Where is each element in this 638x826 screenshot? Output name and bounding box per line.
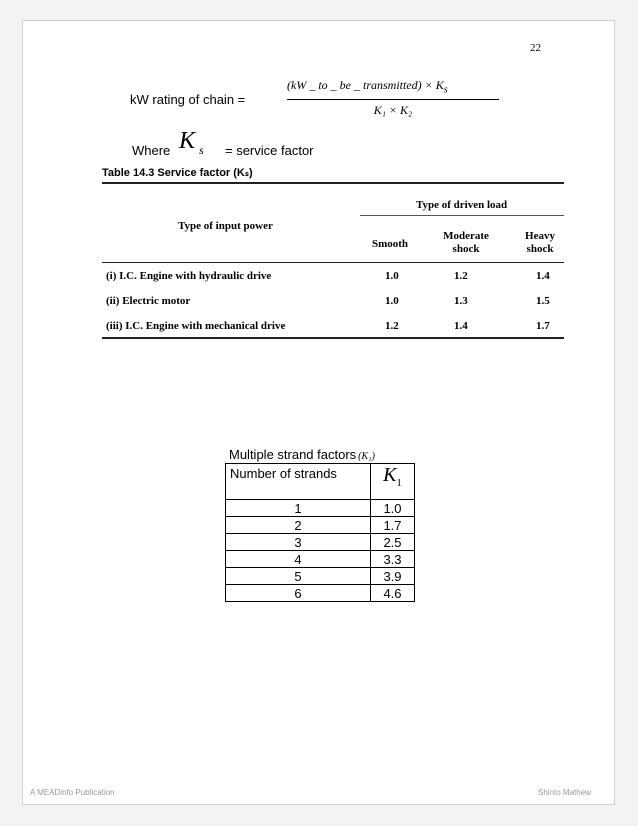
table-row: 2 1.7 (226, 517, 415, 534)
table-top-rule (102, 182, 564, 184)
row-header: Type of input power (178, 220, 273, 232)
strand-factor-table (225, 463, 415, 602)
header-number-of-strands: Number of strands (226, 464, 371, 500)
service-factor-symbol: K $_s$ (179, 128, 204, 157)
document-page (22, 20, 615, 805)
col-header-moderate: Moderate shock (443, 230, 489, 255)
formula-numerator-subscript: s (443, 84, 448, 96)
group-header: Type of driven load (416, 199, 508, 211)
cell-1-3: 1.4 (536, 270, 550, 282)
cell-1-1: 1.0 (385, 270, 399, 282)
fraction-bar (287, 99, 499, 100)
service-factor-subscript: s (199, 142, 204, 157)
table-row: 5 3.9 (226, 568, 415, 585)
table-bottom-rule (102, 337, 564, 339)
table-header-row (226, 464, 415, 500)
service-factor-description: = service factor (225, 143, 314, 158)
cell-2-1: 1.0 (385, 295, 399, 307)
formula-denominator: K₁ × K₂ (373, 103, 413, 118)
cell-2-3: 1.5 (536, 295, 550, 307)
cell-3-3: 1.7 (536, 320, 550, 332)
service-factor-table-image (98, 163, 570, 341)
formula-fraction (287, 78, 499, 118)
table-row: 1 1.0 (226, 500, 415, 517)
row-label-2: (ii) Electric motor (106, 295, 191, 307)
cell-3-1: 1.2 (385, 320, 399, 332)
table-row: 6 4.6 (226, 585, 415, 602)
where-label: Where (132, 143, 171, 158)
strand-caption-symbol: (K₁) (358, 451, 375, 462)
cell-3-2: 1.4 (454, 320, 468, 332)
header-k1: $K_1$ (371, 464, 415, 500)
row-label-3: (iii) I.C. Engine with mechanical drive (106, 320, 286, 332)
service-table-caption: Table 14.3 Service factor (Kₛ) (102, 167, 253, 179)
formula-label: kW rating of chain = (130, 92, 246, 107)
page-number: 22 (530, 42, 541, 54)
row-label-1: (i) I.C. Engine with hydraulic drive (106, 270, 272, 282)
footer-publisher: A MEADinfo Publication (30, 788, 115, 797)
formula-numerator: (kW _ to _ be _ transmitted) × $K_s$ (287, 78, 448, 96)
table-row: 3 2.5 (226, 534, 415, 551)
col-header-heavy: Heavy shock (525, 230, 555, 255)
footer-author: Shinto Mathew (538, 788, 591, 797)
table-row: 4 3.3 (226, 551, 415, 568)
cell-1-2: 1.2 (454, 270, 468, 282)
col-header-smooth: Smooth (371, 238, 409, 250)
strand-table-caption: Multiple strand factors (K₁) (229, 447, 375, 462)
cell-2-2: 1.3 (454, 295, 468, 307)
header-bottom-rule (102, 262, 564, 263)
group-header-rule (360, 215, 564, 216)
